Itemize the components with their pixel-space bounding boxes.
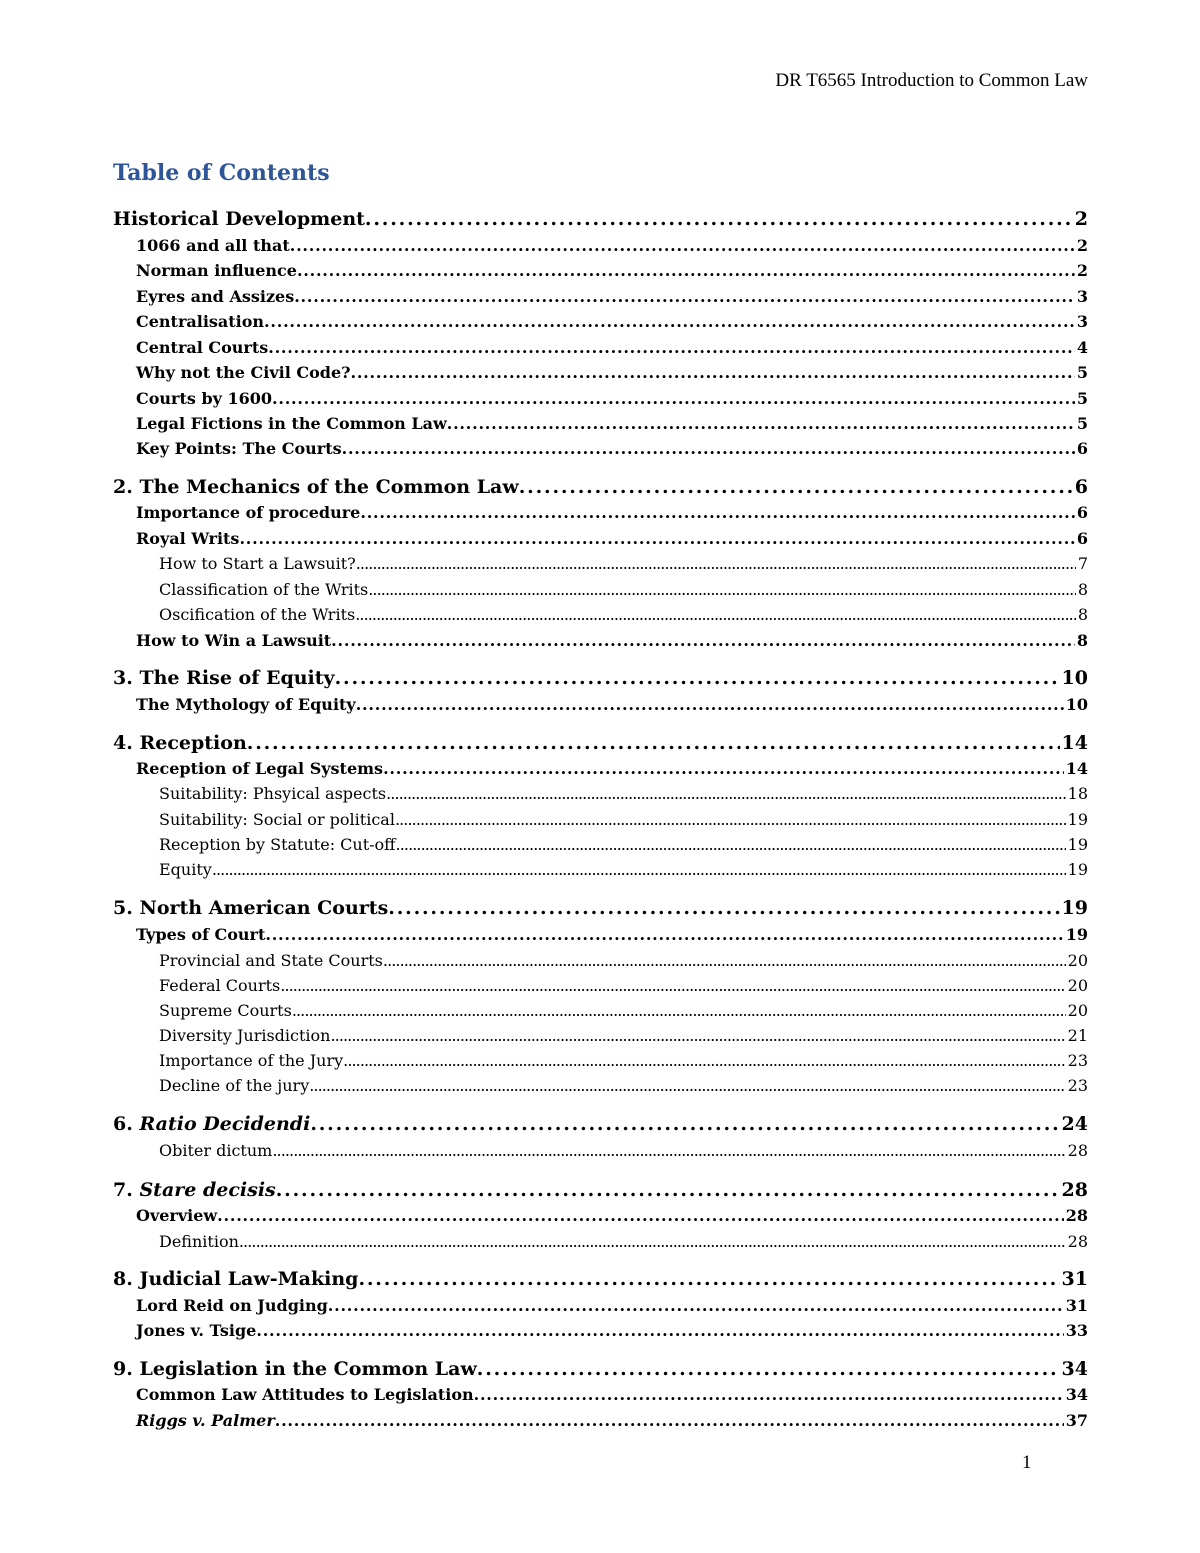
toc-entry-title [136,389,272,408]
toc-entry-title [159,1001,292,1020]
toc-leader-dots [297,261,1075,280]
toc-entry-text: Supreme Courts [159,1001,292,1020]
toc-entry-title [136,363,351,382]
toc-entry-text: Oscification of the Writs [159,605,356,624]
toc-entry-text: Judicial Law-Making [139,1268,359,1290]
toc-entry-page: 6 [1074,476,1088,498]
toc-leader-dots [292,1001,1066,1020]
toc-entry-title [159,784,386,803]
toc-leader-dots [275,1411,1064,1430]
toc-leader-dots [309,1076,1065,1095]
toc-entry-page: 21 [1067,1026,1088,1045]
toc-entry-title [159,860,212,879]
toc-entry-page: 8 [1077,605,1088,624]
toc-leader-dots [280,976,1065,995]
toc-entry-page: 5 [1076,389,1088,408]
toc-entry-text: Obiter dictum [159,1141,273,1160]
toc-entry[interactable] [136,503,1088,522]
toc-entry-text: Provincial and State Courts [159,951,383,970]
toc-entry-page: 34 [1065,1385,1088,1404]
toc-entry-text: Federal Courts [159,976,281,995]
toc-entry-title [136,1385,474,1404]
toc-entry-page: 6 [1076,439,1088,458]
toc-entry-text: Equity [159,860,212,879]
toc-entry-title [136,631,331,650]
toc-leader-dots [328,1296,1064,1315]
toc-entry-title [159,951,383,970]
toc-entry-text: Importance of procedure [136,503,361,522]
toc-entry-page: 10 [1065,695,1088,714]
toc-leader-dots [272,389,1075,408]
toc-entry-title [159,1076,309,1095]
toc-entry-page: 19 [1067,860,1088,879]
toc-entry[interactable] [159,1051,1088,1070]
toc-entry-title [136,312,264,331]
toc-leader-dots [265,925,1063,944]
toc-entry-text: Norman influence [136,261,297,280]
toc-entry-title [113,1268,358,1290]
toc-entry-number: 2. [113,476,140,498]
toc-entry-text: Reception of Legal Systems [136,759,384,778]
toc-entry-text: Riggs v. Palmer [136,1411,275,1430]
toc-entry-text: Why not the Civil Code? [136,363,351,382]
toc-entry-text: Definition [159,1232,239,1251]
toc-entry-page: 31 [1061,1268,1088,1290]
toc-entry[interactable] [159,835,1088,854]
toc-entry-page: 8 [1076,631,1088,650]
toc-entry-text: Classification of the Writs [159,580,369,599]
toc-entry-title [136,287,294,306]
toc-heading: Table of Contents [113,160,330,186]
toc-entry-title [159,976,280,995]
toc-entry-title [136,439,342,458]
toc-leader-dots [264,312,1075,331]
toc-leader-dots [268,338,1075,357]
toc-entry[interactable] [136,338,1088,357]
toc-leader-dots [365,208,1073,230]
toc-entry[interactable] [159,860,1088,879]
toc-entry-title [159,605,355,624]
toc-entry-page: 23 [1067,1076,1088,1095]
toc-entry-title [136,925,265,944]
toc-entry-text: Jones v. Tsige [136,1321,257,1340]
toc-entry-text: Key Points: The Courts [136,439,342,458]
toc-entry-page: 20 [1067,951,1088,970]
toc-entry[interactable] [136,529,1088,548]
toc-entry[interactable] [159,605,1088,624]
toc-entry-text: Types of Court [136,925,266,944]
toc-entry-number: 6. [113,1113,140,1135]
toc-entry[interactable] [136,1385,1088,1404]
toc-entry[interactable] [136,1206,1088,1225]
toc-entry-text: The Mythology of Equity [136,695,356,714]
toc-entry-text: Reception [139,732,247,754]
toc-entry[interactable] [159,1141,1088,1160]
toc-entry-title [159,1026,330,1045]
toc-entry-page: 3 [1076,312,1088,331]
toc-entry-title [159,810,395,829]
toc-leader-dots [356,695,1064,714]
toc-entry[interactable] [136,925,1088,944]
toc-leader-dots [477,1358,1060,1380]
toc-leader-dots [247,732,1060,754]
toc-entry[interactable] [113,476,1088,498]
toc-leader-dots [256,1321,1063,1340]
toc-entry[interactable] [136,363,1088,382]
toc-entry-page: 2 [1076,261,1088,280]
toc-entry-title [136,503,360,522]
toc-entry-text: Stare decisis [139,1179,276,1201]
toc-entry-page: 3 [1076,287,1088,306]
toc-leader-dots [239,529,1074,548]
toc-entry-page: 18 [1067,784,1088,803]
toc-entry[interactable] [159,554,1088,573]
toc-entry-title [159,554,356,573]
toc-entry-number: 3. [113,667,140,689]
toc-entry-page: 28 [1061,1179,1088,1201]
toc-entry[interactable] [159,580,1088,599]
toc-entry-number: 9. [113,1358,140,1380]
toc-entry-number: 5. [113,897,140,919]
toc-leader-dots [335,667,1060,689]
toc-entry-text: North American Courts [139,897,389,919]
toc-entry[interactable] [136,389,1088,408]
toc-entry-page: 5 [1076,414,1088,433]
toc-entry[interactable] [136,414,1088,433]
toc-leader-dots [276,1179,1060,1201]
toc-entry-text: How to Win a Lawsuit [136,631,332,650]
toc-entry[interactable] [136,236,1088,255]
toc-leader-dots [519,476,1073,498]
toc-entry-page: 28 [1067,1232,1088,1251]
toc-entry-title [136,1206,217,1225]
toc-leader-dots [212,860,1066,879]
toc-entry-text: Courts by 1600 [136,389,273,408]
toc-entry-text: The Mechanics of the Common Law [139,476,519,498]
toc-entry[interactable] [159,976,1088,995]
toc-leader-dots [351,363,1075,382]
toc-entry[interactable] [136,759,1088,778]
toc-entry-page: 23 [1067,1051,1088,1070]
toc-entry[interactable] [159,1026,1088,1045]
toc-entry-text: Ratio Decidendi [139,1113,311,1135]
toc-entry-title [113,1113,310,1135]
toc-entry-page: 14 [1061,732,1088,754]
toc-leader-dots [272,1141,1065,1160]
toc-entry-page: 31 [1065,1296,1088,1315]
toc-entry-title [136,695,356,714]
toc-leader-dots [395,810,1066,829]
toc-leader-dots [331,631,1075,650]
toc-entry-text: Suitability: Social or political [159,810,395,829]
toc-entry-title [136,529,239,548]
toc-entry-text: How to Start a Lawsuit? [159,554,356,573]
toc-entry[interactable] [136,1321,1088,1340]
toc-leader-dots [474,1385,1064,1404]
toc-entry[interactable] [136,1411,1088,1430]
toc-entry-number: 7. [113,1179,140,1201]
toc-entry-text: Lord Reid on Judging [136,1296,328,1315]
toc-entry-page: 19 [1067,835,1088,854]
toc-entry[interactable] [159,784,1088,803]
toc-entry[interactable] [136,439,1088,458]
toc-leader-dots [343,1051,1066,1070]
toc-entry-title [159,580,368,599]
toc-entry-page: 19 [1061,897,1088,919]
toc-entry-text: Royal Writs [136,529,240,548]
toc-leader-dots [290,236,1075,255]
toc-leader-dots [396,835,1066,854]
toc-entry-number: 8. [113,1268,140,1290]
toc-entry[interactable] [159,1001,1088,1020]
toc-leader-dots [294,287,1075,306]
toc-entry[interactable] [113,667,1088,689]
toc-entry-page: 33 [1065,1321,1088,1340]
toc-entry-page: 2 [1074,208,1088,230]
toc-entry[interactable] [159,1076,1088,1095]
toc-entry[interactable] [113,208,1088,230]
toc-leader-dots [360,503,1075,522]
toc-entry[interactable] [136,287,1088,306]
toc-entry-text: The Rise of Equity [139,667,335,689]
toc-entry-page: 5 [1076,363,1088,382]
toc-leader-dots [239,1232,1066,1251]
toc-entry-text: Centralisation [136,312,265,331]
toc-leader-dots [330,1026,1065,1045]
toc-entry-page: 7 [1077,554,1088,573]
toc-leader-dots [358,1268,1059,1290]
toc-entry-text: Common Law Attitudes to Legislation [136,1385,474,1404]
toc-entry-page: 28 [1065,1206,1088,1225]
page-number: 1 [1022,1452,1032,1473]
toc-entry-page: 37 [1065,1411,1088,1430]
toc-entry-title [136,759,383,778]
toc-entry[interactable] [113,1113,1088,1135]
toc-entry[interactable] [136,312,1088,331]
toc-entry-title [136,414,447,433]
toc-entry-title [113,1358,477,1380]
toc-entry-text: Historical Development [113,208,365,230]
running-header: DR T6565 Introduction to Common Law [775,70,1088,91]
toc-entry-text: Legal Fictions in the Common Law [136,414,447,433]
toc-leader-dots [342,439,1075,458]
toc-entry-title [136,1411,275,1430]
toc-entry-text: Overview [136,1206,218,1225]
toc-entry-number: 4. [113,732,140,754]
toc-entry-page: 24 [1061,1113,1088,1135]
toc-entry-title [113,897,388,919]
toc-entry-page: 19 [1065,925,1088,944]
toc-leader-dots [388,897,1059,919]
toc-entry[interactable] [136,1296,1088,1315]
toc-entry-page: 6 [1076,529,1088,548]
toc-entry-page: 34 [1061,1358,1088,1380]
toc-entry-page: 4 [1076,338,1088,357]
toc-leader-dots [386,784,1066,803]
toc-entry-title [159,1232,239,1251]
toc-entry[interactable] [159,951,1088,970]
toc-entry-title [136,236,290,255]
toc-entry-page: 20 [1067,1001,1088,1020]
toc-entry-title [159,835,396,854]
toc-entry[interactable] [113,1179,1088,1201]
toc-entry-page: 19 [1067,810,1088,829]
toc-entry-title [159,1141,272,1160]
toc-entry-title [113,667,335,689]
toc-entry-page: 20 [1067,976,1088,995]
toc-entry[interactable] [113,1268,1088,1290]
toc-entry-title [113,476,519,498]
toc-entry-page: 8 [1077,580,1088,599]
toc-entry[interactable] [159,1232,1088,1251]
toc-entry-text: Decline of the jury [159,1076,310,1095]
toc-entry[interactable] [136,631,1088,650]
toc-entry-text: Diversity Jurisdiction [159,1026,331,1045]
toc-entry-page: 2 [1076,236,1088,255]
toc-entry-page: 14 [1065,759,1088,778]
toc-entry-title [159,1051,343,1070]
toc-leader-dots [356,554,1076,573]
toc-entry[interactable] [113,732,1088,754]
toc-entry-page: 28 [1067,1141,1088,1160]
toc-entry-text: Reception by Statute: Cut-off [159,835,396,854]
toc-entry-title [113,732,247,754]
toc-entry-title [113,1179,276,1201]
toc-leader-dots [217,1206,1064,1225]
toc-entry-text: Eyres and Assizes [136,287,295,306]
toc-entry-title [136,1321,256,1340]
toc-entry-title [136,1296,328,1315]
toc-entry-text: 1066 and all that [136,236,290,255]
toc-leader-dots [447,414,1075,433]
toc-leader-dots [310,1113,1059,1135]
toc-entry-text: Importance of the Jury [159,1051,344,1070]
toc-entry-title [113,208,365,230]
toc-entry-title [136,261,297,280]
toc-entry-page: 10 [1061,667,1088,689]
toc-entry[interactable] [136,695,1088,714]
toc-entry-page: 6 [1076,503,1088,522]
toc-entry-title [136,338,268,357]
toc-leader-dots [368,580,1076,599]
toc-entry-text: Suitability: Phsyical aspects [159,784,387,803]
toc-entry-text: Legislation in the Common Law [139,1358,477,1380]
toc-entry-text: Central Courts [136,338,269,357]
toc-entry[interactable] [136,261,1088,280]
toc-leader-dots [355,605,1076,624]
toc-entry[interactable] [159,810,1088,829]
toc-leader-dots [383,951,1066,970]
toc-leader-dots [383,759,1064,778]
toc-entry[interactable] [113,897,1088,919]
toc-entry[interactable] [113,1358,1088,1380]
